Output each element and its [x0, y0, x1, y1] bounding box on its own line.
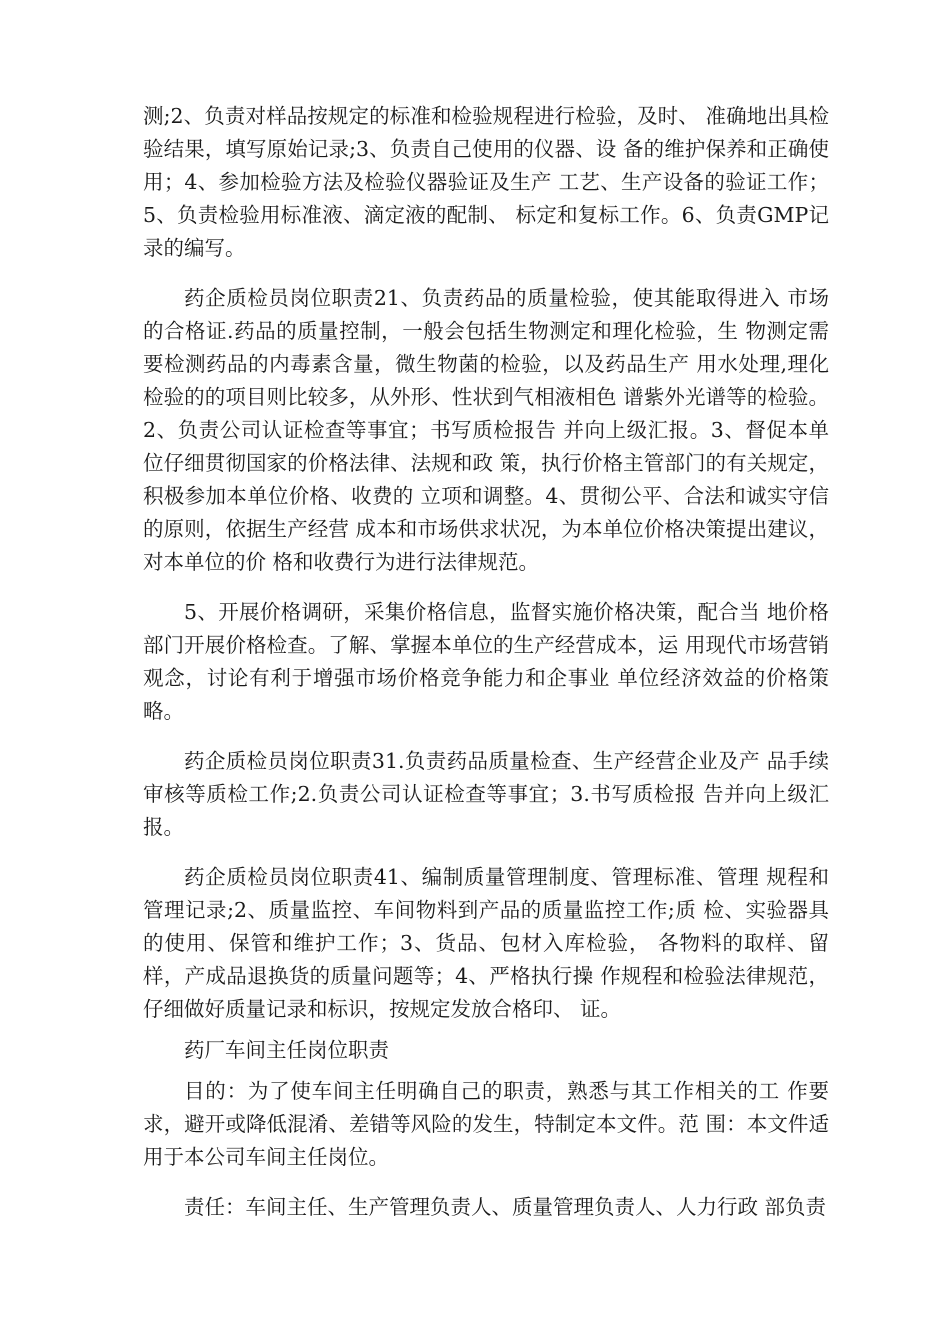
- paragraph-responsibility: 责任：车间主任、生产管理负责人、质量管理负责人、人力行政 部负责: [184, 1195, 827, 1219]
- paragraph-qc-duties-2: 药企质检员岗位职责21、负责药品的质量检验，使其能取得进入 市场的合格证.药品的质量控制，一般会包括生物测定和理化检验，生 物测定需要检测药品的内毒素含量，微生物菌的检验，以及药品生产 用水处理,理化检验的的项目则比较多，从外形、性状到气相液相色 谱紫外光谱等的检验。2、负责公司认证检查等事宜；书写质检报告 并向上级汇报。3、督促本单位仔细贯彻国家的价格法律、法规和政 策，执行价格主管部门的有关规定，积极参加本单位价格、收费的 立项和调整。4、贯彻公平、合法和诚实守信的原则，依据生产经营 成本和市场供求状况，为本单位价格决策提出建议，对本单位的价 格和收费行为进行法律规范。: [143, 286, 829, 574]
- paragraph-qc-duties-1-continued: 测;2、负责对样品按规定的标准和检验规程进行检验，及时、 准确地出具检验结果，填写原始记录;3、负责自己使用的仪器、设 备的维护保养和正确使用；4、参加检验方法及检验仪器验证及生产 工艺、生产设备的验证工作；5、负责检验用标准液、滴定液的配制、 标定和复标工作。6、负责GMP记录的编写。: [143, 104, 829, 260]
- section-heading-workshop-director: 药厂车间主任岗位职责: [184, 1038, 389, 1062]
- paragraph-qc-duties-4: 药企质检员岗位职责41、编制质量管理制度、管理标准、管理 规程和管理记录;2、质量监控、车间物料到产品的质量监控工作;质 检、实验器具的使用、保管和维护工作；3、货品、包材入库检验， 各物料的取样、留样，产成品退换货的质量问题等；4、严格执行操 作规程和检验法律规范，仔细做好质量记录和标识，按规定发放合格印、 证。: [143, 865, 829, 1021]
- document-body: [143, 100, 829, 1241]
- paragraph-purpose-scope: 目的：为了使车间主任明确自己的职责，熟悉与其工作相关的工 作要求，避开或降低混淆、差错等风险的发生，特制定本文件。范 围：本文件适用于本公司车间主任岗位。: [143, 1079, 829, 1169]
- paragraph-price-research: 5、开展价格调研，采集价格信息，监督实施价格决策，配合当 地价格部门开展价格检查。了解、掌握本单位的生产经营成本，运 用现代市场营销观念，讨论有利于增强市场价格竞争能力和企事业 单位经济效益的价格策略。: [143, 600, 829, 723]
- paragraph-qc-duties-3: 药企质检员岗位职责31.负责药品质量检查、生产经营企业及产 品手续审核等质检工作;2.负责公司认证检查等事宜；3.书写质检报 告并向上级汇报。: [143, 749, 829, 839]
